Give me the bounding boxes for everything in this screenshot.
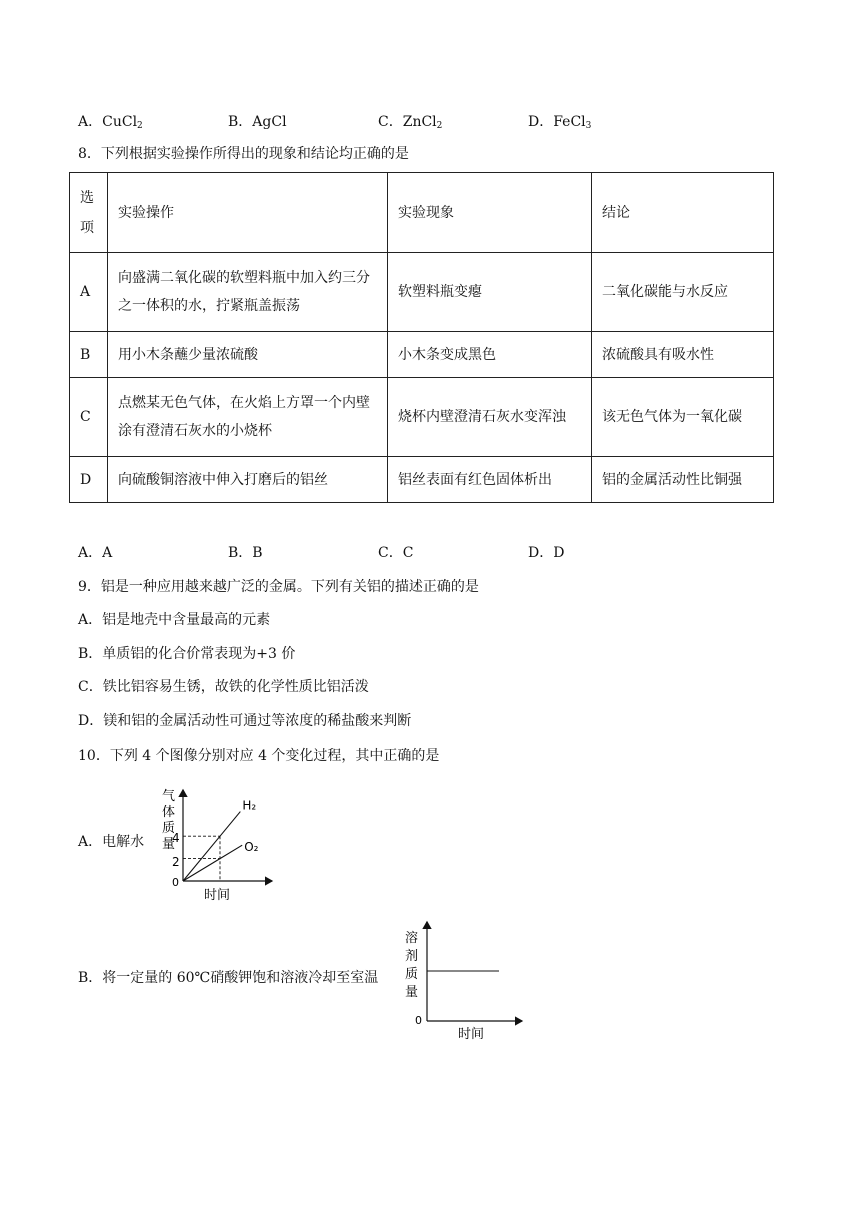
header-conclusion: 结论 [592, 173, 774, 253]
origin-label: 0 [172, 876, 179, 889]
row-operation: 向盛满二氧化碳的软塑料瓶中加入约三分之一体积的水，拧紧瓶盖振荡 [108, 253, 388, 332]
q8-option-a: A．A [78, 545, 113, 561]
y-axis-label-char: 质 [162, 821, 176, 836]
table-row [70, 332, 774, 378]
q8-stem: 8．下列根据实验操作所得出的现象和结论均正确的是 [78, 146, 409, 162]
q8-option-b: B．B [228, 545, 263, 561]
header-operation: 实验操作 [108, 173, 388, 253]
y-tick-label: 4 [172, 831, 180, 845]
row-phenomenon: 铝丝表面有红色固体析出 [388, 457, 592, 503]
row-conclusion: 二氧化碳能与水反应 [592, 253, 774, 332]
series-line-o2 [183, 845, 242, 881]
q7-option-b: B．AgCl [228, 114, 287, 130]
origin-label: 0 [415, 1014, 422, 1027]
q8-table [69, 172, 774, 503]
series-label-o2: O₂ [244, 840, 259, 855]
row-operation: 向硫酸铜溶液中伸入打磨后的铝丝 [108, 457, 388, 503]
y-axis-label-char: 剂 [405, 949, 419, 964]
row-conclusion: 该无色气体为一氧化碳 [592, 378, 774, 457]
header-phenomenon: 实验现象 [388, 173, 592, 253]
series-label-h2: H₂ [242, 798, 257, 813]
y-axis-label-char: 量 [405, 985, 419, 1000]
q7-option-c: C．ZnCl$_2$ [378, 114, 443, 131]
y-axis-label-char: 体 [162, 805, 176, 820]
row-operation: 用小木条蘸少量浓硫酸 [108, 332, 388, 378]
electrolysis-water-graph [148, 782, 280, 904]
row-key: A [70, 253, 108, 332]
q8-option-d: D．D [528, 545, 565, 561]
x-axis-label: 时间 [458, 1027, 485, 1042]
q9-option-a: A．铝是地壳中含量最高的元素 [78, 612, 271, 628]
q8-option-c: C．C [378, 545, 414, 561]
y-tick-label: 2 [172, 855, 180, 869]
q10-option-a-label: A．电解水 [78, 834, 145, 850]
q10-option-b-label: B．将一定量的 60℃硝酸钾饱和溶液冷却至室温 [78, 970, 379, 986]
q9-option-c: C．铁比铝容易生锈，故铁的化学性质比铝活泼 [78, 679, 369, 695]
row-phenomenon: 烧杯内壁澄清石灰水变浑浊 [388, 378, 592, 457]
y-axis-label-char: 气 [162, 789, 176, 804]
x-axis-label: 时间 [204, 888, 231, 903]
series-line-h2 [183, 812, 240, 881]
row-conclusion: 浓硫酸具有吸水性 [592, 332, 774, 378]
y-axis-label-char: 质 [405, 967, 419, 982]
table-row [70, 457, 774, 503]
table-header-row [70, 173, 774, 253]
solvent-mass-graph [398, 914, 528, 1044]
row-key: C [70, 378, 108, 457]
q9-stem: 9．铝是一种应用越来越广泛的金属。下列有关铝的描述正确的是 [78, 579, 479, 595]
y-axis-label-char: 溶 [405, 931, 419, 946]
q7-option-d: D．FeCl$_3$ [528, 114, 592, 131]
row-key: B [70, 332, 108, 378]
row-phenomenon: 小木条变成黑色 [388, 332, 592, 378]
row-conclusion: 铝的金属活动性比铜强 [592, 457, 774, 503]
table-row [70, 253, 774, 332]
q9-option-b: B．单质铝的化合价常表现为+3 价 [78, 646, 296, 662]
row-phenomenon: 软塑料瓶变瘪 [388, 253, 592, 332]
row-operation: 点燃某无色气体，在火焰上方罩一个内壁涂有澄清石灰水的小烧杯 [108, 378, 388, 457]
table-row [70, 378, 774, 457]
q10-stem: 10．下列 4 个图像分别对应 4 个变化过程，其中正确的是 [78, 748, 440, 764]
header-option: 选项 [70, 173, 108, 253]
row-key: D [70, 457, 108, 503]
q9-option-d: D．镁和铝的金属活动性可通过等浓度的稀盐酸来判断 [78, 713, 412, 729]
y-axis-label-char: 量 [162, 837, 176, 852]
q7-option-a: A．CuCl$_2$ [78, 114, 143, 131]
